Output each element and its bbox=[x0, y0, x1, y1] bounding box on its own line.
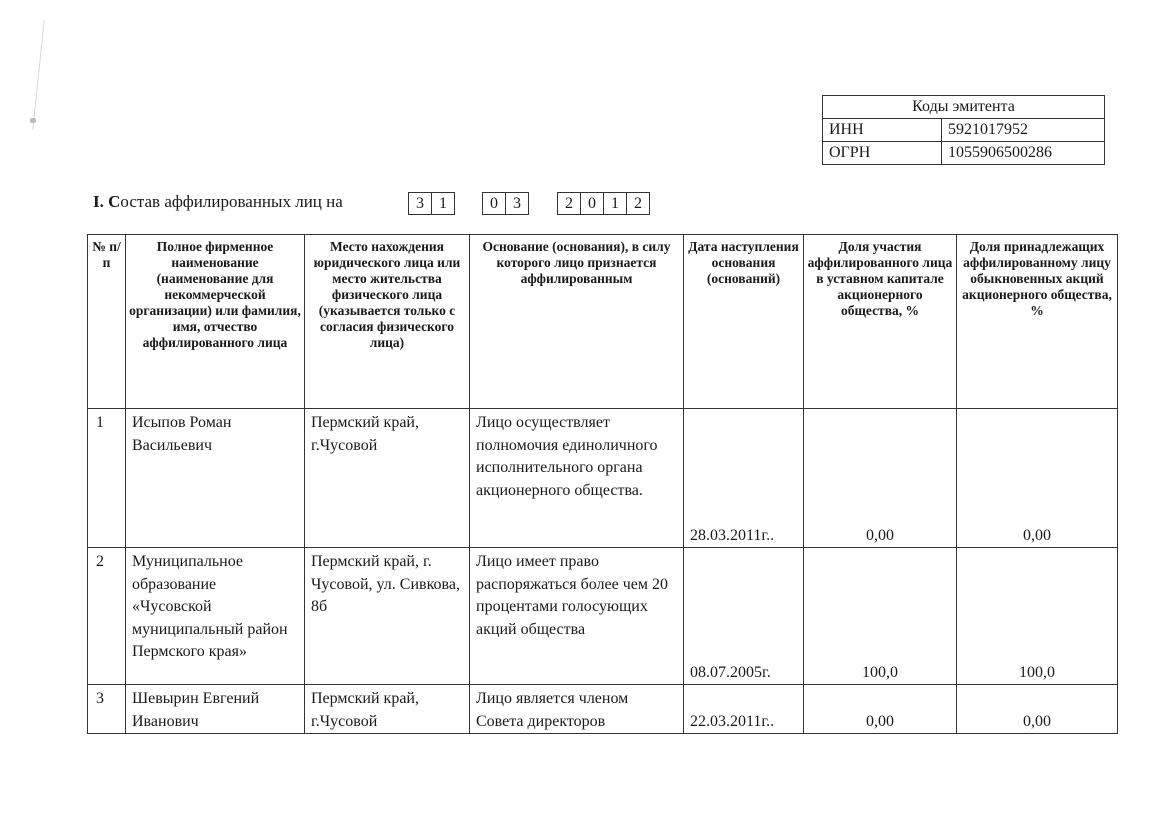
table-row bbox=[88, 409, 1118, 548]
date-digit: 0 bbox=[482, 192, 505, 215]
date-digit: 0 bbox=[580, 192, 603, 215]
date-month-boxes bbox=[482, 192, 529, 215]
inn-value: 5921017952 bbox=[942, 119, 1105, 142]
affiliate-basis: Лицо является членом Совета директоров bbox=[470, 685, 684, 734]
date-digit: 3 bbox=[408, 192, 431, 215]
table-row bbox=[88, 685, 1118, 734]
row-number: 3 bbox=[88, 685, 126, 734]
basis-date: 22.03.2011г.. bbox=[684, 685, 804, 734]
affiliate-name: Исыпов Роман Васильевич bbox=[126, 409, 305, 548]
scan-artifact-mark bbox=[30, 118, 36, 123]
affiliate-basis: Лицо имеет право распоряжаться более чем 20 процентами голосующих акций общества bbox=[470, 548, 684, 685]
affiliate-location: Пермский край, г. Чусовой, ул. Сивкова, 8б bbox=[305, 548, 470, 685]
col-header-stock-share: Доля принадлежащих аффилированному лицу обыкновенных акций акционерного общества, % bbox=[957, 235, 1118, 409]
affiliate-location: Пермский край, г.Чусовой bbox=[305, 685, 470, 734]
basis-date: 28.03.2011г.. bbox=[684, 409, 804, 548]
date-year-boxes bbox=[557, 192, 650, 215]
ogrn-value: 1055906500286 bbox=[942, 142, 1105, 165]
affiliate-location: Пермский край, г.Чусовой bbox=[305, 409, 470, 548]
stock-share: 0,00 bbox=[957, 409, 1118, 548]
date-digit: 3 bbox=[505, 192, 529, 215]
col-header-basis: Основание (основания), в силу которого лицо признается аффилированным bbox=[470, 235, 684, 409]
scan-artifact-line bbox=[32, 20, 44, 130]
date-digit: 1 bbox=[603, 192, 626, 215]
capital-share: 0,00 bbox=[804, 685, 957, 734]
col-header-number: № п/п bbox=[88, 235, 126, 409]
ogrn-label: ОГРН bbox=[823, 142, 942, 165]
col-header-capital-share: Доля участия аффилированного лица в уставном капитале акционерного общества, % bbox=[804, 235, 957, 409]
section-title bbox=[93, 192, 343, 212]
issuer-codes-header: Коды эмитента bbox=[823, 96, 1105, 119]
col-header-location: Место нахождения юридического лица или место жительства физического лица (указывается только с согласия физического лица) bbox=[305, 235, 470, 409]
affiliate-name: Муниципальное образование «Чусовской муниципальный район Пермского края» bbox=[126, 548, 305, 685]
date-digit: 1 bbox=[431, 192, 455, 215]
basis-date: 08.07.2005г. bbox=[684, 548, 804, 685]
issuer-codes-table bbox=[822, 95, 1105, 165]
capital-share: 0,00 bbox=[804, 409, 957, 548]
date-digit: 2 bbox=[557, 192, 580, 215]
section-title-text: остав аффилированных лиц на bbox=[120, 192, 343, 211]
stock-share: 0,00 bbox=[957, 685, 1118, 734]
affiliate-basis: Лицо осуществляет полномочия единоличного исполнительного органа акционерного общества. bbox=[470, 409, 684, 548]
table-header-row bbox=[88, 235, 1118, 409]
date-day-boxes bbox=[408, 192, 455, 215]
row-number: 2 bbox=[88, 548, 126, 685]
row-number: 1 bbox=[88, 409, 126, 548]
affiliates-table bbox=[87, 234, 1118, 734]
section-number: I. С bbox=[93, 192, 121, 211]
affiliate-name: Шевырин Евгений Иванович bbox=[126, 685, 305, 734]
capital-share: 100,0 bbox=[804, 548, 957, 685]
stock-share: 100,0 bbox=[957, 548, 1118, 685]
table-row bbox=[88, 548, 1118, 685]
date-digit: 2 bbox=[626, 192, 650, 215]
col-header-date: Дата наступления основания (оснований) bbox=[684, 235, 804, 409]
inn-label: ИНН bbox=[823, 119, 942, 142]
col-header-name: Полное фирменное наименование (наименование для некоммерческой организации) или фамилия, имя, отчество аффилированного лица bbox=[126, 235, 305, 409]
